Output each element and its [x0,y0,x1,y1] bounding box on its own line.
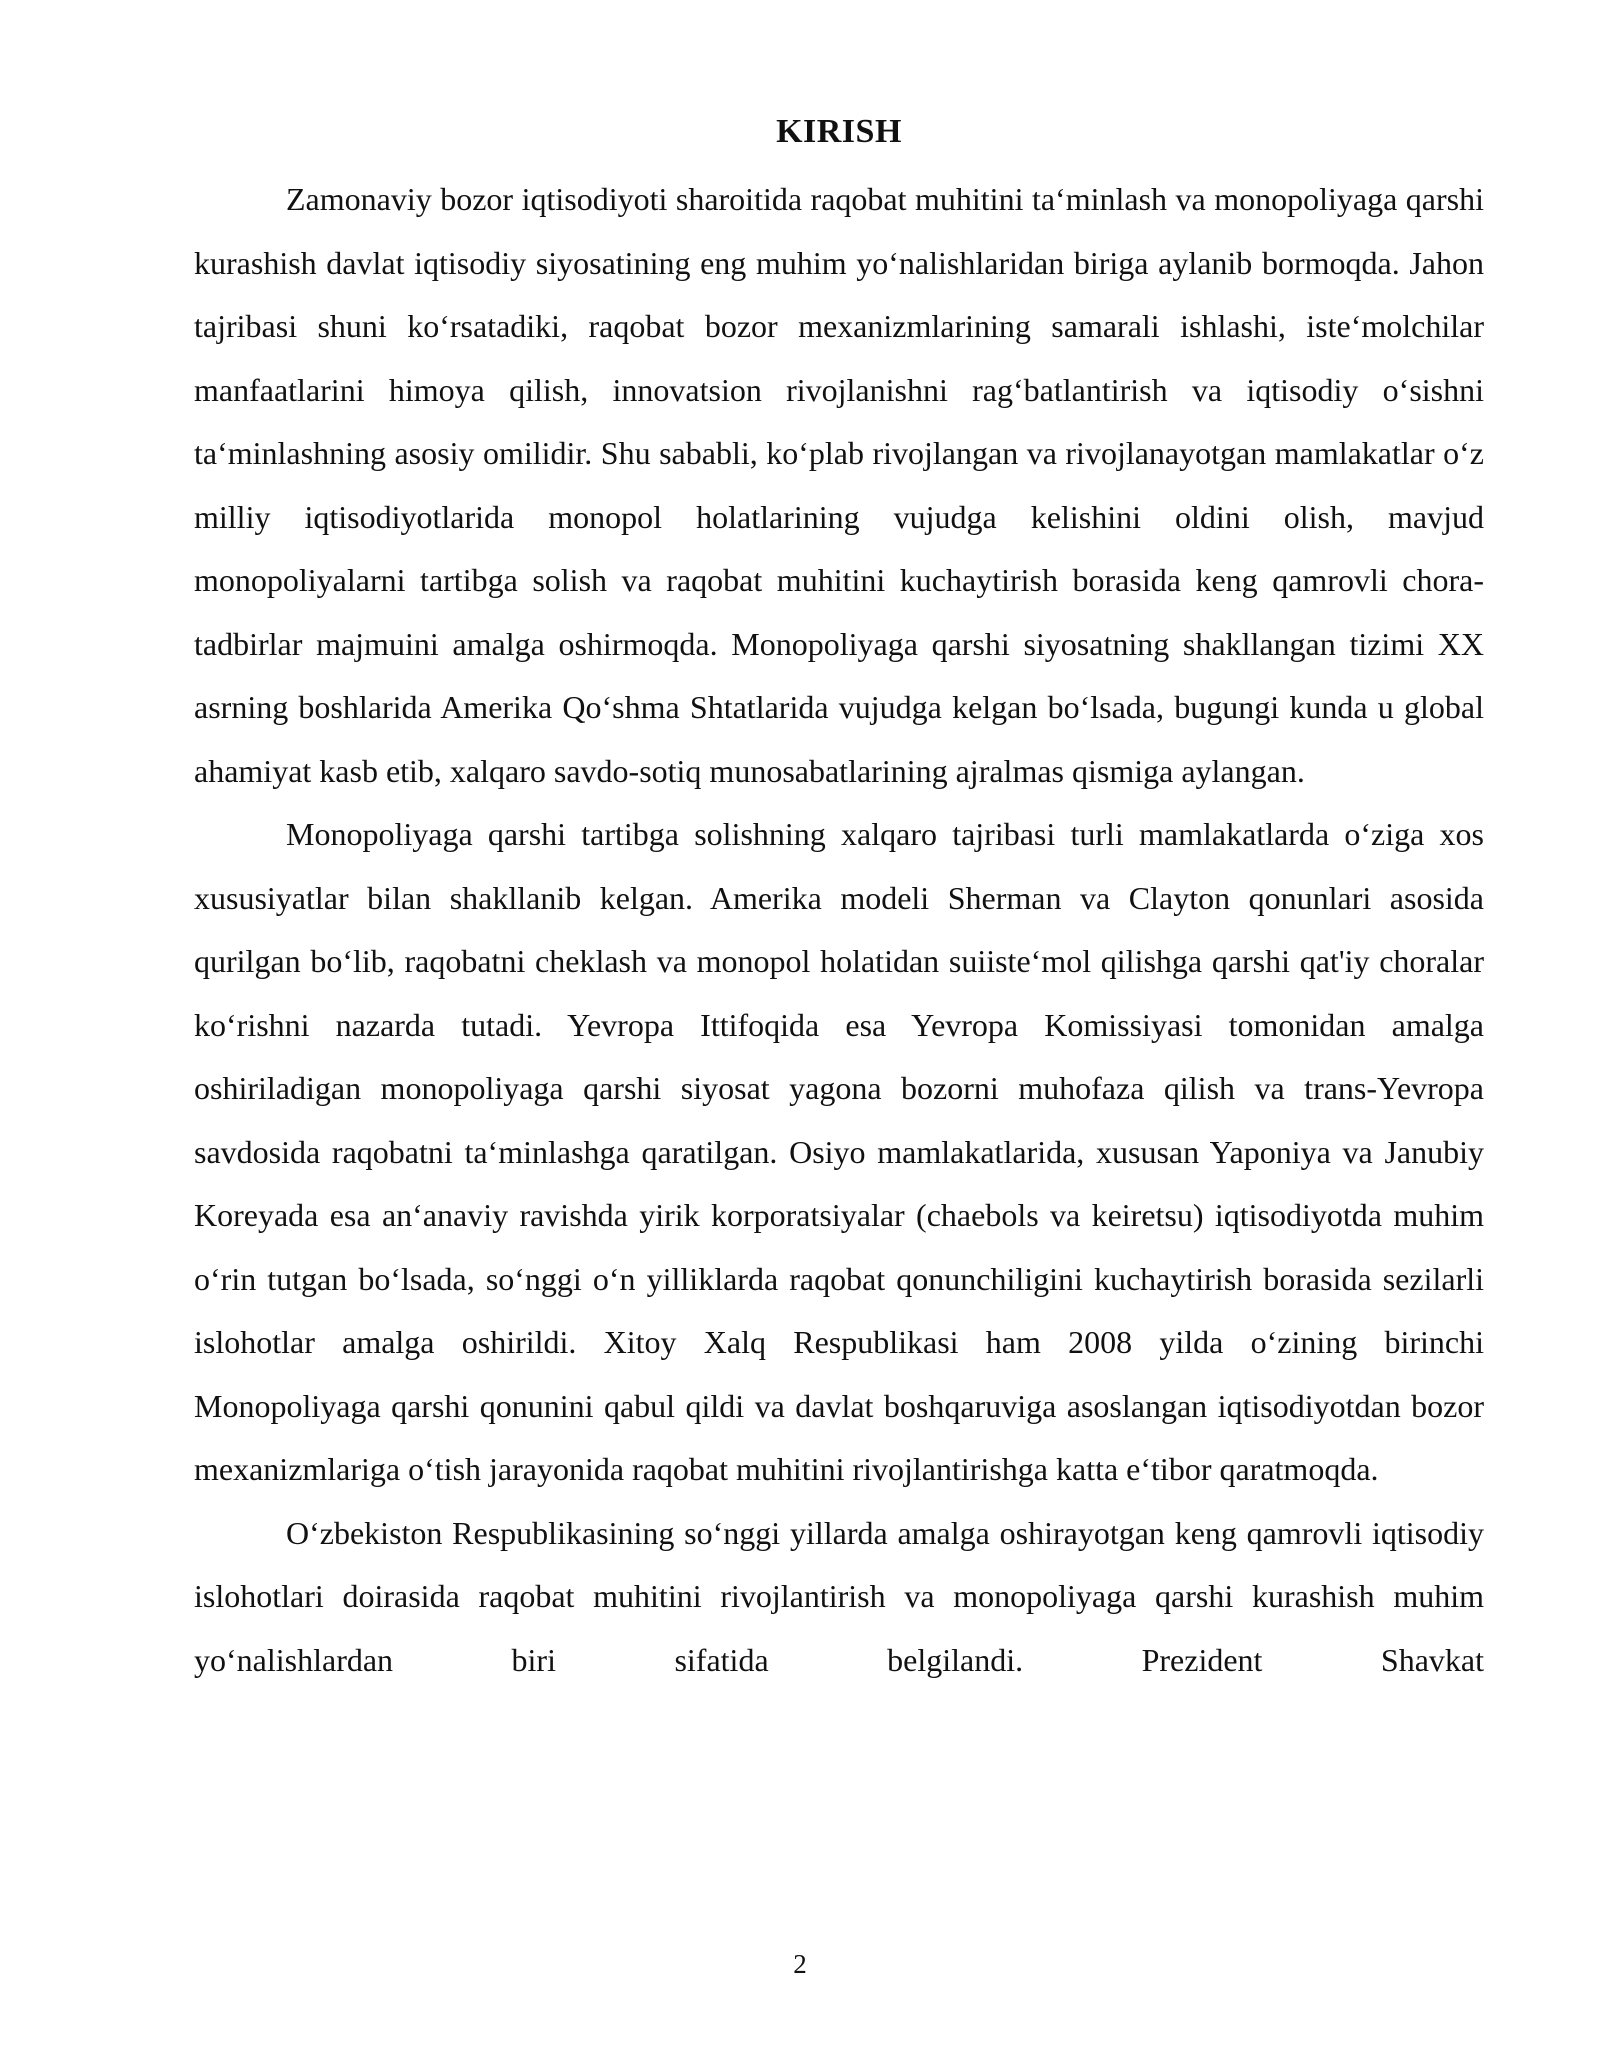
section-title: KIRISH [776,113,902,150]
paragraph-international-experience: Monopoliyaga qarshi tartibga solishning xalqaro tajribasi turli mamlakatlarda o‘ziga xos xususiyatlar bilan shakllanib kelgan. Amerika modeli Sherman va Clayton qonunlari asosida qurilgan bo‘lib, raqobatni cheklash va monopol holatidan suiiste‘mol qilishga qarshi qat'iy choralar ko‘rishni nazarda tutadi. Yevropa Ittifoqida esa Yevropa Komissiyasi tomonidan amalga oshiriladigan monopoliyaga qarshi siyosat yagona bozorni muhofaza qilish va trans-Yevropa savdosida raqobatni ta‘minlashga qaratilgan. Osiyo mamlakatlarida, xususan Yaponiya va Janubiy Koreyada esa an‘anaviy ravishda yirik korporatsiyalar (chaebols va keiretsu) iqtisodiyotda muhim o‘rin tutgan bo‘lsada, so‘nggi o‘n yilliklarda raqobat qonunchiligini kuchaytirish borasida sezilarli islohotlar amalga oshirildi. Xitoy Xalq Respublikasi ham 2008 yilda o‘zining birinchi Monopoliyaga qarshi qonunini qabul qildi va davlat boshqaruviga asoslangan iqtisodiyotdan bozor mexanizmlariga o‘tish jarayonida raqobat muhitini rivojlantirishga katta e‘tibor qaratmoqda. [194,816,1484,1487]
page-number: 2 [793,1949,807,1979]
page-content [194,108,1484,1692]
paragraph-uzbekistan: O‘zbekiston Respublikasining so‘nggi yillarda amalga oshirayotgan keng qamrovli iqtisodiy islohotlari doirasida raqobat muhitini rivojlantirish va monopoliyaga qarshi kurashish muhim yo‘nalishlardan biri sifatida belgilandi. Prezident Shavkat [194,1514,1484,1678]
paragraph-intro: Zamonaviy bozor iqtisodiyoti sharoitida raqobat muhitini ta‘minlash va monopoliyaga qarshi kurashish davlat iqtisodiy siyosatining eng muhim yo‘nalishlaridan biriga aylanib bormoqda. Jahon tajribasi shuni ko‘rsatadiki, raqobat bozor mexanizmlarining samarali ishlashi, iste‘molchilar manfaatlarini himoya qilish, innovatsion rivojlanishni rag‘batlantirish va iqtisodiy o‘sishni ta‘minlashning asosiy omilidir. Shu sababli, ko‘plab rivojlangan va rivojlanayotgan mamlakatlar o‘z milliy iqtisodiyotlarida monopol holatlarining vujudga kelishini oldini olish, mavjud monopoliyalarni tartibga solish va raqobat muhitini kuchaytirish borasida keng qamrovli chora-tadbirlar majmuini amalga oshirmoqda. Monopoliyaga qarshi siyosatning shakllangan tizimi XX asrning boshlarida Amerika Qo‘shma Shtatlarida vujudga kelgan bo‘lsada, bugungi kunda u global ahamiyat kasb etib, xalqaro savdo-sotiq munosabatlarining ajralmas qismiga aylangan. [194,181,1484,789]
